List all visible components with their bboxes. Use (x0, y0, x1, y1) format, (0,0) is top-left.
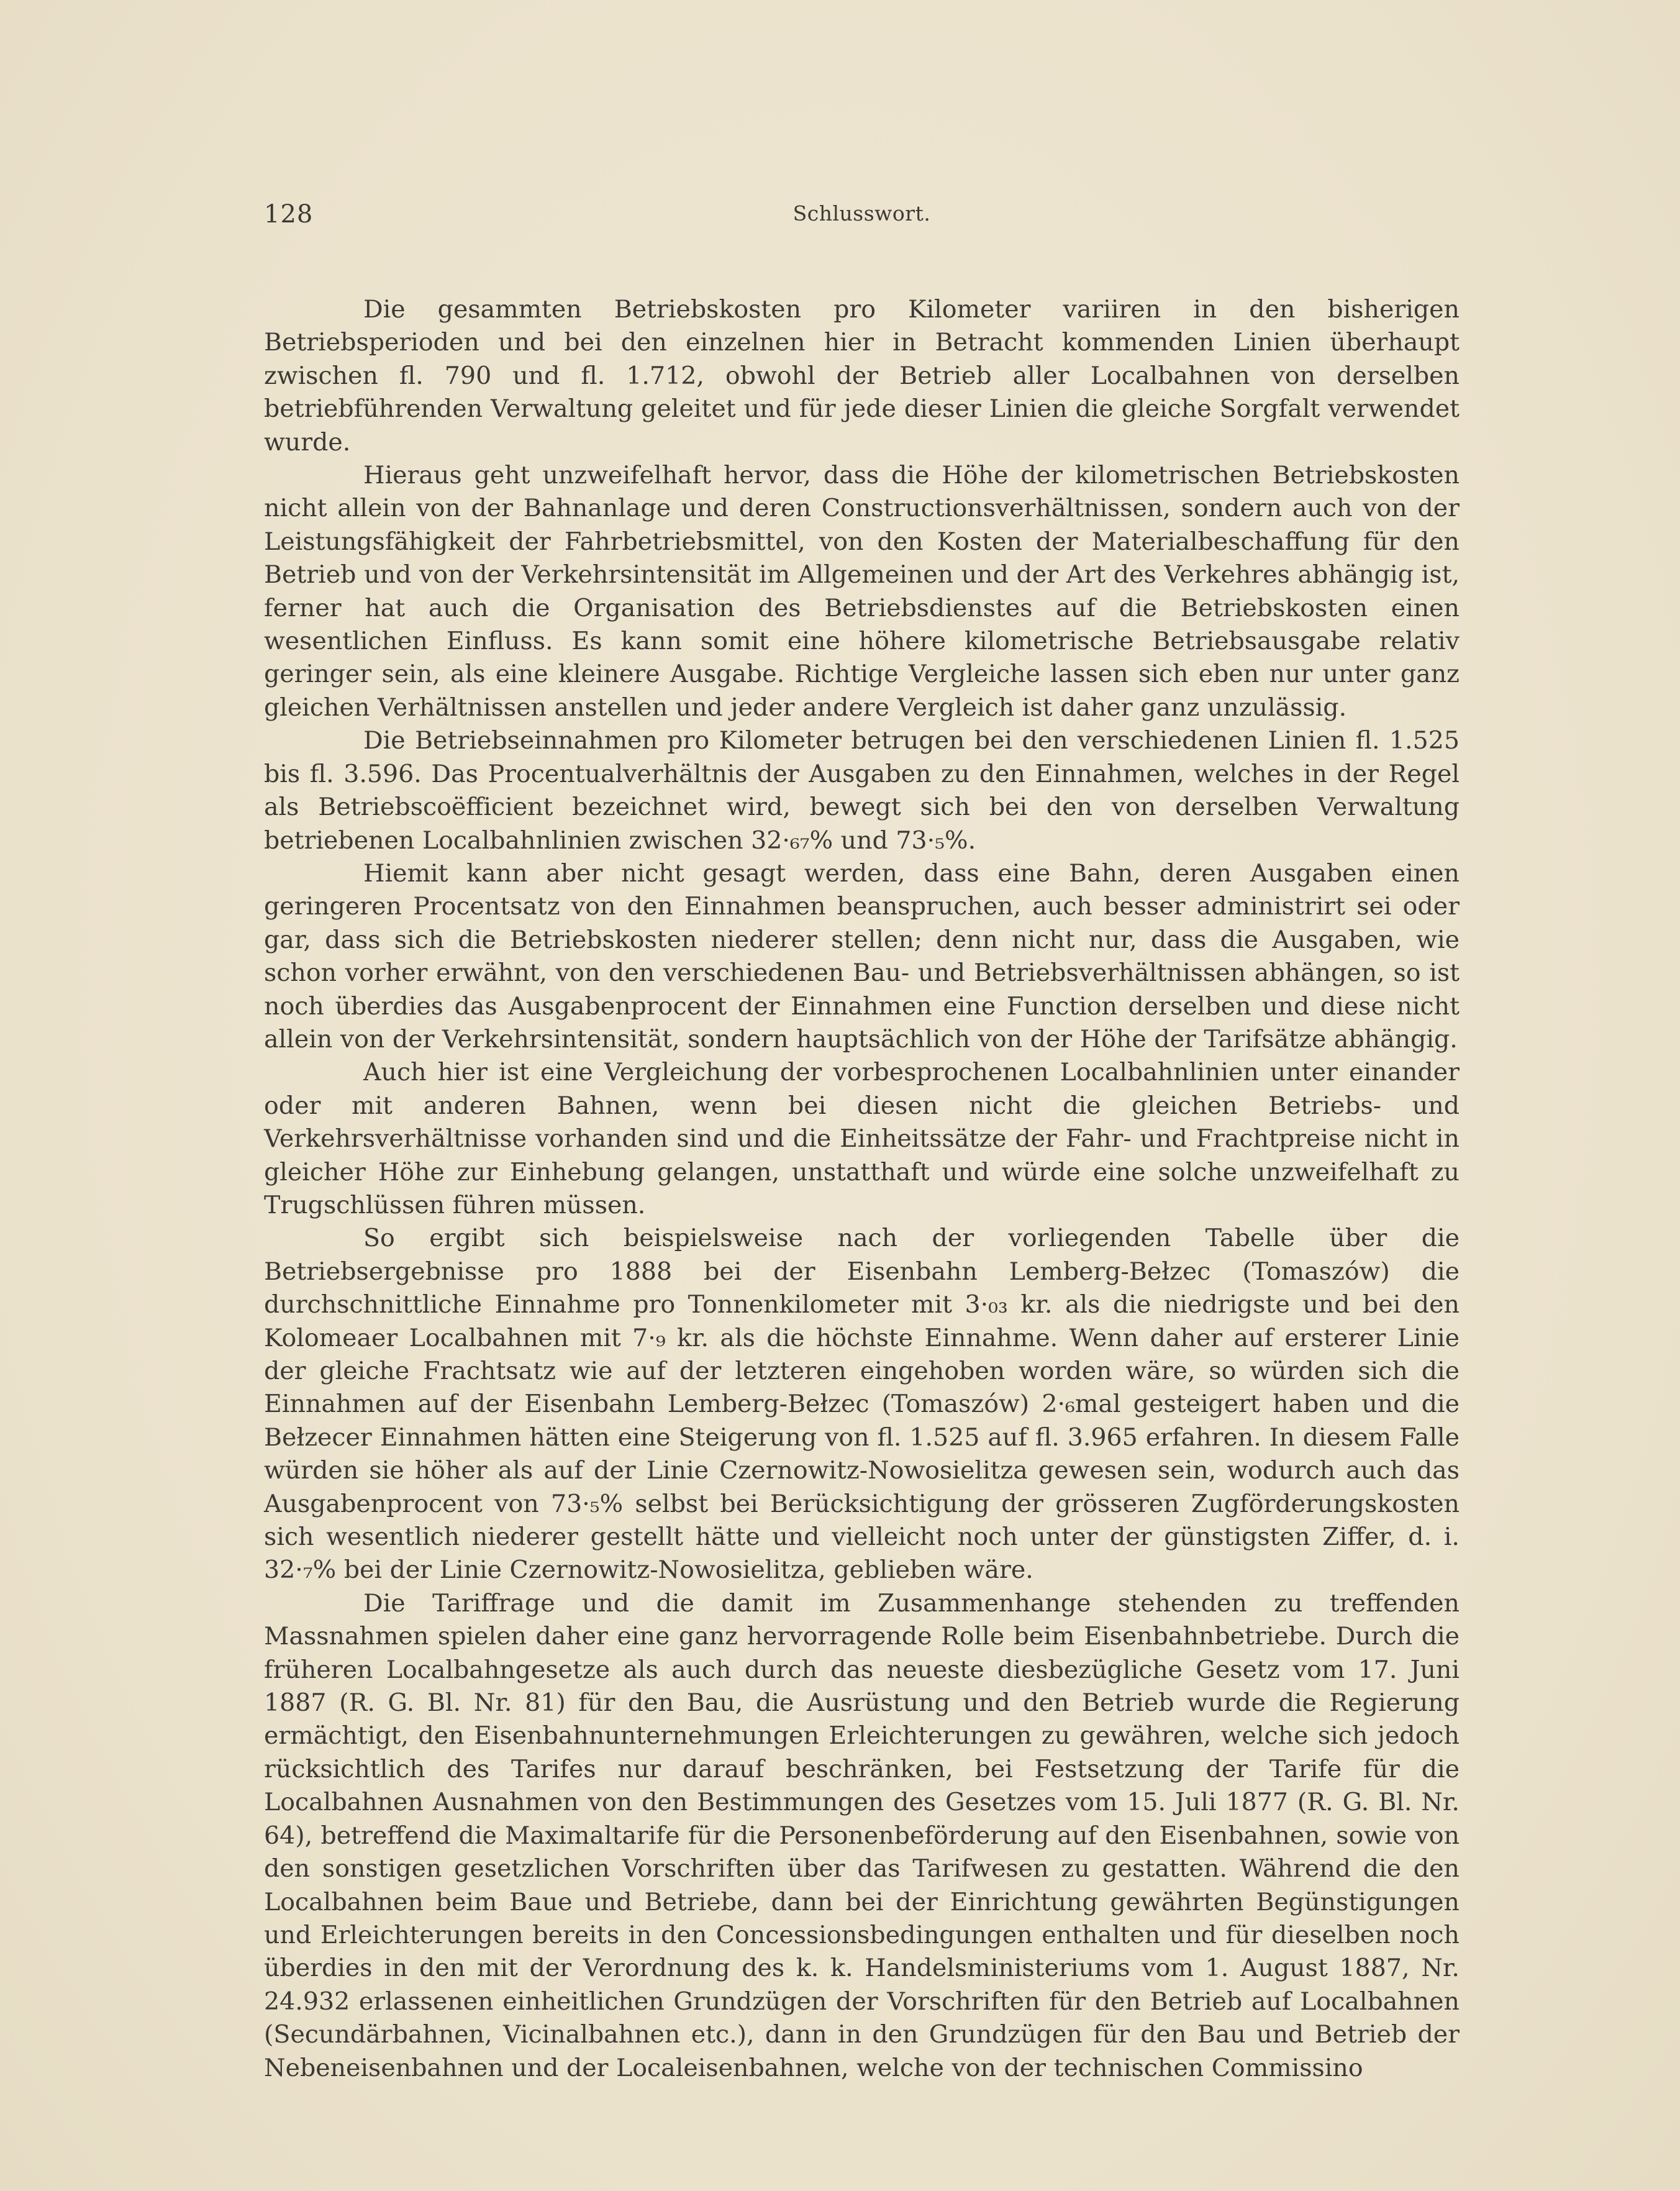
paragraph: Auch hier ist eine Vergleichung der vorbesprochenen Localbahnlinien unter einander oder mit anderen Bahnen, wenn bei diesen nicht die gleichen Betriebs- und Verkehrsverhältnisse vorhanden sind und die Einheitssätze der Fahr- und Frachtpreise nicht in gleicher Höhe zur Einhebung gelangen, unstatthaft und würde eine solche unzweifelhaft zu Trugschlüssen führen müssen. (264, 1058, 1460, 1219)
page-number: 128 (264, 200, 314, 229)
paragraph: Die gesammten Betriebskosten pro Kilometer variiren in den bisherigen Betriebsperioden und bei den einzelnen hier in Betracht kommenden Linien überhaupt zwischen fl. 790 und fl. 1.712, obwohl der Betrieb aller Localbahnen von derselben betriebführenden Verwaltung geleitet und für jede dieser Linien die gleiche Sorgfalt verwendet wurde. (264, 295, 1460, 457)
paragraph: Die Tariffrage und die damit im Zusammenhange stehenden zu treffenden Massnahmen spielen daher eine ganz hervorragende Rolle beim Eisenbahnbetriebe. Durch die früheren Localbahngesetze als auch durch das neueste diesbezügliche Gesetz vom 17. Juni 1887 (R. G. Bl. Nr. 81) für den Bau, die Ausrüstung und den Betrieb wurde die Regierung ermächtigt, den Eisenbahnunternehmungen Erleichterungen zu gewähren, welche sich jedoch rücksichtlich des Tarifes nur darauf beschränken, bei Festsetzung der Tarife für die Localbahnen Ausnahmen von den Bestimmungen des Gesetzes vom 15. Juli 1877 (R. G. Bl. Nr. 64), betreffend die Maximaltarife für die Personenbeförderung auf den Eisenbahnen, sowie von den sonstigen gesetzlichen Vorschriften über das Tarifwesen zu gestatten. Während die den Localbahnen beim Baue und Betriebe, dann bei der Einrichtung gewährten Begünstigungen und Erleichterungen bereits in den Concessionsbedingungen enthalten und für dieselben noch überdies in den mit der Verordnung des k. k. Handelsministeriums vom 1. August 1887, Nr. 24.932 erlassenen einheitlichen Grundzügen der Vorschriften für den Betrieb auf Localbahnen (Secundärbahnen, Vicinalbahnen etc.), dann in den Grundzügen für den Bau und Betrieb der Nebeneisenbahnen und der Localeisenbahnen, welche von der technischen Commissino (264, 1588, 1460, 2082)
paragraph: So ergibt sich beispielsweise nach der vorliegenden Tabelle über die Betriebsergebnisse pro 1888 bei der Eisenbahn Lemberg-Bełzec (Tomaszów) die durchschnittliche Einnahme pro Tonnenkilometer mit 3·₀₃ kr. als die niedrigste und bei den Kolomeaer Localbahnen mit 7·₉ kr. als die höchste Einnahme. Wenn daher auf ersterer Linie der gleiche Frachtsatz wie auf der letzteren eingehoben worden wäre, so würden sich die Einnahmen auf der Eisenbahn Lemberg-Bełzec (Tomaszów) 2·₆mal gesteigert haben und die Bełzecer Einnahmen hätten eine Steigerung von fl. 1.525 auf fl. 3.965 erfahren. In diesem Falle würden sie höher als auf der Linie Czernowitz-Nowosielitza gewesen sein, wodurch auch das Ausgabenprocent von 73·₅% selbst bei Berücksichtigung der grösseren Zugförderungskosten sich wesentlich niederer gestellt hätte und vielleicht noch unter der günstigsten Ziffer, d. i. 32·₇% bei der Linie Czernowitz-Nowosielitza, geblieben wäre. (264, 1224, 1460, 1585)
paragraph: Die Betriebseinnahmen pro Kilometer betrugen bei den verschiedenen Linien fl. 1.525 bis fl. 3.596. Das Procentualverhältnis der Ausgaben zu den Einnahmen, welches in der Regel als Betriebscoëfficient bezeichnet wird, bewegt sich bei den von derselben Verwaltung betriebenen Localbahnlinien zwischen 32·₆₇% und 73·₅%. (264, 726, 1460, 855)
paragraph: Hiemit kann aber nicht gesagt werden, dass eine Bahn, deren Ausgaben einen geringeren Procentsatz von den Einnahmen beanspruchen, auch besser administrirt sei oder gar, dass sich die Betriebskosten niederer stellen; denn nicht nur, dass die Ausgaben, wie schon vorher erwähnt, von den verschiedenen Bau- und Betriebsverhältnissen abhängen, so ist noch überdies das Ausgabenprocent der Einnahmen eine Function derselben und diese nicht allein von der Verkehrsintensität, sondern hauptsächlich von der Höhe der Tarifsätze abhängig. (264, 859, 1460, 1054)
running-title: Schlusswort. (792, 201, 931, 225)
paragraph: Hieraus geht unzweifelhaft hervor, dass die Höhe der kilometrischen Betriebskosten nicht allein von der Bahnanlage und deren Constructionsverhältnissen, sondern auch von der Leistungsfähigkeit der Fahrbetriebsmittel, von den Kosten der Materialbeschaffung für den Betrieb und von der Verkehrsintensität im Allgemeinen und der Art des Verkehres abhängig ist, ferner hat auch die Organisation des Betriebsdienstes auf die Betriebskosten einen wesentlichen Einfluss. Es kann somit eine höhere kilometrische Betriebsausgabe relativ geringer sein, als eine kleinere Ausgabe. Richtige Vergleiche lassen sich eben nur unter ganz gleichen Verhältnissen anstellen und jeder andere Vergleich ist daher ganz unzulässig. (264, 461, 1460, 722)
page-header (264, 200, 1460, 237)
body-text (264, 293, 1460, 2085)
